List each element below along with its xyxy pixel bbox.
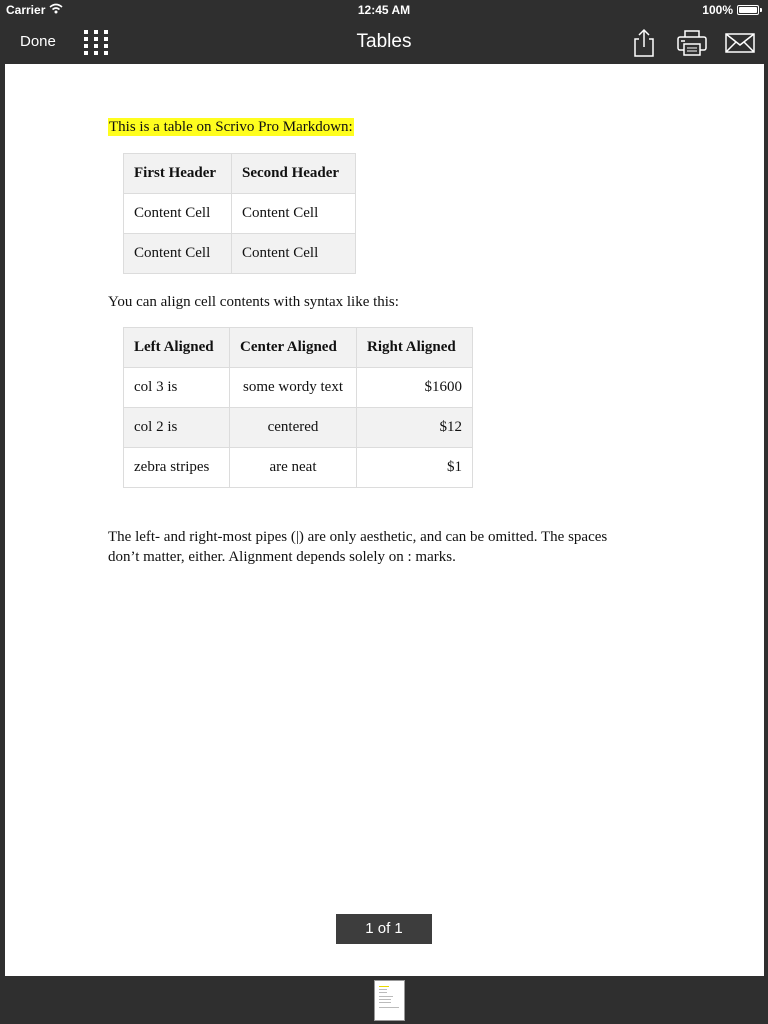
document-page[interactable]	[5, 64, 764, 976]
table-cell: zebra stripes	[124, 448, 230, 488]
battery-nub	[760, 8, 762, 12]
page-title: Tables	[356, 31, 412, 52]
note-line: The left- and right-most pipes (|) are only aesthetic, and can be omitted. The spaces	[108, 529, 608, 545]
table-cell: Content Cell	[124, 194, 232, 234]
alignment-table	[123, 327, 473, 488]
table-cell: some wordy text	[230, 368, 357, 408]
grid-icon[interactable]	[82, 29, 110, 57]
intro-highlight-text: This is a table on Scrivo Pro Markdown:	[109, 119, 353, 135]
thumb-line	[379, 1002, 391, 1003]
table-cell: are neat	[230, 448, 357, 488]
note-line: don’t matter, either. Alignment depends solely on : marks.	[108, 549, 456, 565]
wifi-icon	[49, 3, 63, 17]
thumb-line	[379, 986, 389, 987]
table-cell: $1	[357, 448, 473, 488]
status-time: 12:45 AM	[357, 3, 411, 17]
table-cell: $12	[357, 408, 473, 448]
table-header-row	[124, 154, 356, 194]
note-paragraph	[108, 527, 668, 567]
battery-fill	[739, 7, 757, 13]
table-cell: Content Cell	[124, 234, 232, 274]
table-row	[124, 194, 356, 234]
first-table	[123, 153, 356, 274]
table-row	[124, 368, 473, 408]
print-icon[interactable]	[676, 28, 708, 58]
table-header-row	[124, 328, 473, 368]
carrier-label: Carrier	[6, 3, 46, 17]
thumb-line	[379, 996, 393, 997]
battery-percent: 100%	[702, 3, 733, 17]
table-row	[124, 448, 473, 488]
table-header-cell: Second Header	[232, 154, 356, 194]
table-header-cell: Left Aligned	[124, 328, 230, 368]
table-header-cell: Center Aligned	[230, 328, 357, 368]
table-cell: centered	[230, 408, 357, 448]
table-header-cell: Right Aligned	[357, 328, 473, 368]
align-syntax-text: You can align cell contents with syntax like this:	[108, 294, 399, 310]
done-button[interactable]: Done	[20, 33, 56, 50]
table-row	[124, 408, 473, 448]
table-cell: Content Cell	[232, 194, 356, 234]
table-cell: Content Cell	[232, 234, 356, 274]
table-header-cell: First Header	[124, 154, 232, 194]
battery-icon	[737, 5, 759, 15]
status-left	[6, 3, 63, 17]
nav-bar	[0, 20, 768, 64]
table-cell: col 2 is	[124, 408, 230, 448]
table-cell: $1600	[357, 368, 473, 408]
thumb-line	[379, 989, 387, 990]
page-thumbnail[interactable]	[374, 980, 405, 1021]
share-icon[interactable]	[628, 28, 660, 58]
table-row	[124, 234, 356, 274]
thumb-line	[379, 999, 391, 1000]
thumb-line	[379, 1007, 399, 1008]
thumb-line	[379, 992, 387, 993]
page-indicator: 1 of 1	[336, 914, 432, 944]
thumbnail-strip	[0, 976, 768, 1024]
status-bar	[0, 0, 768, 20]
table-cell: col 3 is	[124, 368, 230, 408]
mail-icon[interactable]	[724, 28, 756, 58]
status-right	[702, 3, 762, 17]
